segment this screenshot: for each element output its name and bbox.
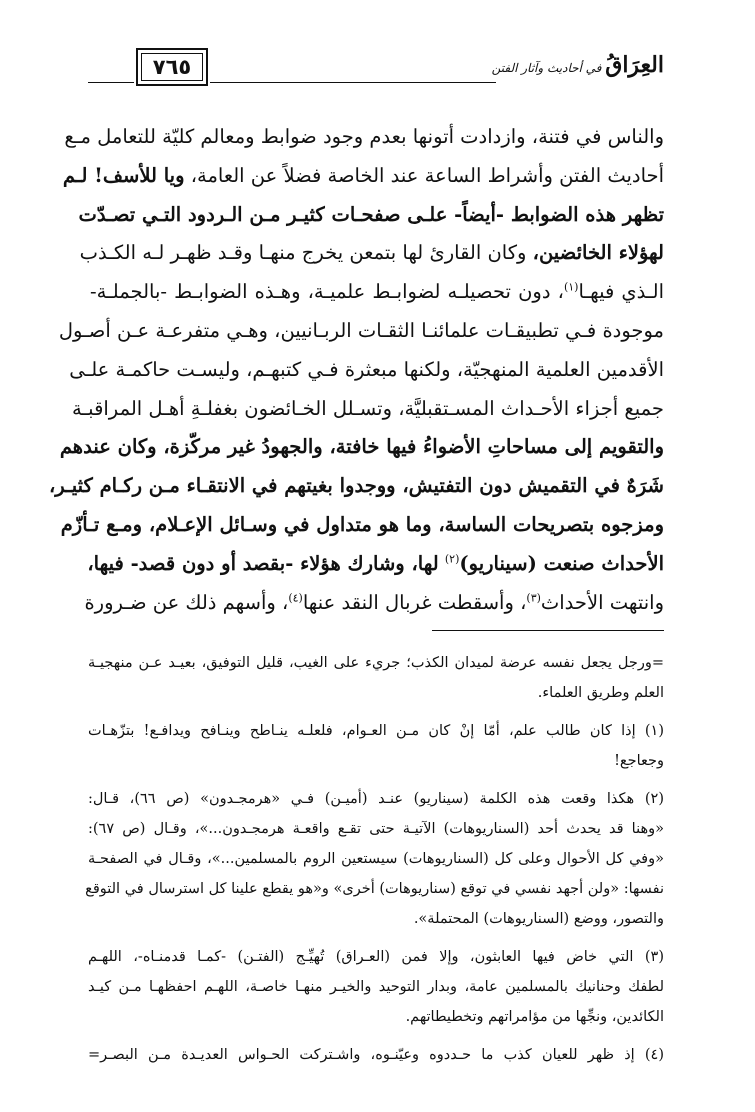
text-line: جميع أجزاء الأحـداث المسـتقبليَّة، وتسـلل الخـائضون بغفلـةِ أهـل المراقبـة bbox=[72, 396, 664, 420]
footnote-line: والتصور، ووضع (السناريوهات) المحتملة». bbox=[413, 911, 664, 927]
text-line: ومزجوه بتصريحات الساسة، وما هو متداول في وسـائل الإعـلام، ومـع تـأزّم bbox=[60, 512, 664, 536]
footnote-4 bbox=[88, 1040, 664, 1070]
text-line: والتقويم إلى مساحاتِ الأضواءُ فيها خافتة، والجهودُ غير مركّزة، وكان عندهم bbox=[59, 435, 664, 459]
footnote-line: نفسها: «ولن أجهد نفسي في توقع (سناريوهات) أخرى» و«هو يقطع علينا كل استرسال في التوقع bbox=[85, 881, 664, 897]
header-rule-right bbox=[210, 82, 496, 83]
text-line: شَرَهٌ في التقميش دون التفتيش، ووجدوا بغيتهم في الانتقـاء مـن ركـام كثيـر، bbox=[48, 474, 664, 498]
text-segment: وانتهت الأحداث bbox=[540, 590, 664, 614]
text-line bbox=[79, 234, 664, 273]
running-title-main: العِرَاقُ bbox=[605, 52, 664, 78]
text-line bbox=[62, 157, 664, 196]
footnote-line: «وفي كل الأحوال وعلى كل (السناريوهات) سيستعين الروم بالمسلمين...»، وقـال في الصفحـة bbox=[88, 851, 664, 867]
text-line: الأقدمين العلمية المنهجيّة، ولكنها مبعثرة فـي كتبهـم، وليسـت حاكمـة علـى bbox=[69, 357, 664, 381]
footnote-1 bbox=[88, 716, 664, 776]
page-header bbox=[88, 48, 664, 92]
footnote-line: (١) إذا كان طالب علم، أمّا إنْ كان مـن العـوام، فلعلـه ينـاطح وينـافح ويدافـع! بتزّهـات bbox=[88, 723, 664, 739]
text-segment: ، وأسقطت غربال النقد عنها bbox=[302, 590, 527, 614]
main-text bbox=[48, 118, 664, 622]
text-segment: ، دون تحصيلـه لضوابـط علميـة، وهـذه الضوابـط -بالجملـة- bbox=[90, 280, 564, 304]
footnote-continuation bbox=[88, 648, 664, 708]
page-number-text: ٧٦٥ bbox=[152, 55, 192, 79]
text-line: موجودة فـي تطبيقـات علمائنـا الثقـات الربـانيين، وهـي متفرعـة عـن أصـول bbox=[58, 318, 664, 342]
footnote-line: (٤) إذ ظهر للعيان كذب ما حـددوه وعيّنـوه، واشـتركت الحـواس العديـدة مـن البصـر= bbox=[88, 1047, 664, 1063]
footnote-2 bbox=[85, 784, 664, 934]
text-segment: الـذي فيهـا bbox=[578, 280, 664, 304]
text-line: والناس في فتنة، وازدادت أتونها بعدم وجود ضوابط ومعالم كليّة للتعامل مـع bbox=[64, 125, 664, 148]
footnote-marker[interactable]: (٢) bbox=[444, 552, 460, 566]
footnote-separator bbox=[432, 630, 664, 631]
footnotes bbox=[85, 648, 664, 1078]
footnote-marker[interactable]: (١) bbox=[563, 280, 579, 294]
text-segment-bold: الأحداث صنعت (سيناريو) bbox=[459, 551, 664, 575]
footnote-line: =ورجل يجعل نفسه عرضة لميدان الكذب؛ جريء على الغيب، قليل التوفيق، بعيـد عـن منهجيـة bbox=[88, 655, 664, 671]
text-line: تظهر هذه الضوابط -أيضاً- علـى صفحـات كثيـر مـن الـردود التـي تصـدّت bbox=[78, 202, 664, 226]
text-segment-bold: لهؤلاء الخائضين، bbox=[532, 241, 664, 265]
footnote-line: (٢) هكذا وقعت هذه الكلمة (سيناريو) عنـد (أميـن) فـي «هرمجـدون» (ص ٦٦)، قـال: bbox=[88, 791, 664, 807]
page-number bbox=[136, 48, 208, 86]
text-segment-bold: لها، وشارك هؤلاء -بقصد أو دون قصد- فيها، bbox=[87, 551, 439, 575]
footnote-line: العلم وطريق العلماء. bbox=[537, 685, 664, 701]
text-segment: أحاديث الفتن وأشراط الساعة عند الخاصة فضلاً عن العامة، bbox=[190, 163, 664, 187]
text-segment-bold: ويا للأسف! لـم bbox=[62, 163, 185, 187]
text-segment: ، وأسهم ذلك عن ضـرورة bbox=[84, 590, 289, 614]
running-title-rest: في أحاديث وآثار الفتن bbox=[491, 61, 602, 75]
footnote-line: وجعاجع! bbox=[614, 753, 664, 769]
footnote-line: لطفك وحنانيك بالمسلمين عامة، وبدار التوحيد والخيـر منهـا خاصـة، اللهـم احفظهـا مـن كيـد bbox=[88, 979, 664, 995]
text-line bbox=[84, 584, 664, 623]
running-title bbox=[491, 52, 664, 78]
header-rule-left bbox=[88, 82, 134, 83]
footnote-line: الكائدين، ونجِّها من مؤامراتهم وتخطيطاتهم. bbox=[405, 1009, 664, 1025]
footnote-marker[interactable]: (٤) bbox=[288, 591, 303, 605]
text-segment: وكان القارئ لها بتمعن يخرج منهـا وقـد ظهـر لـه الكـذب bbox=[79, 241, 527, 265]
footnote-line: (٣) التي خاض فيها العابثون، وإلا فمن (العـراق) تُهيِّـج (الفتـن) -كمـا قدمنـاه-، اللهـم bbox=[88, 949, 664, 965]
footnote-marker[interactable]: (٣) bbox=[526, 591, 541, 605]
footnote-line: «وهنا قد يحدث أحد (السناريوهات) الآتيـة حتى تقـع واقعـة هرمجـدون...»، وقـال (ص ٦٧): bbox=[88, 821, 664, 837]
text-line bbox=[90, 273, 664, 312]
footnote-3 bbox=[88, 942, 664, 1032]
text-line bbox=[87, 545, 664, 584]
